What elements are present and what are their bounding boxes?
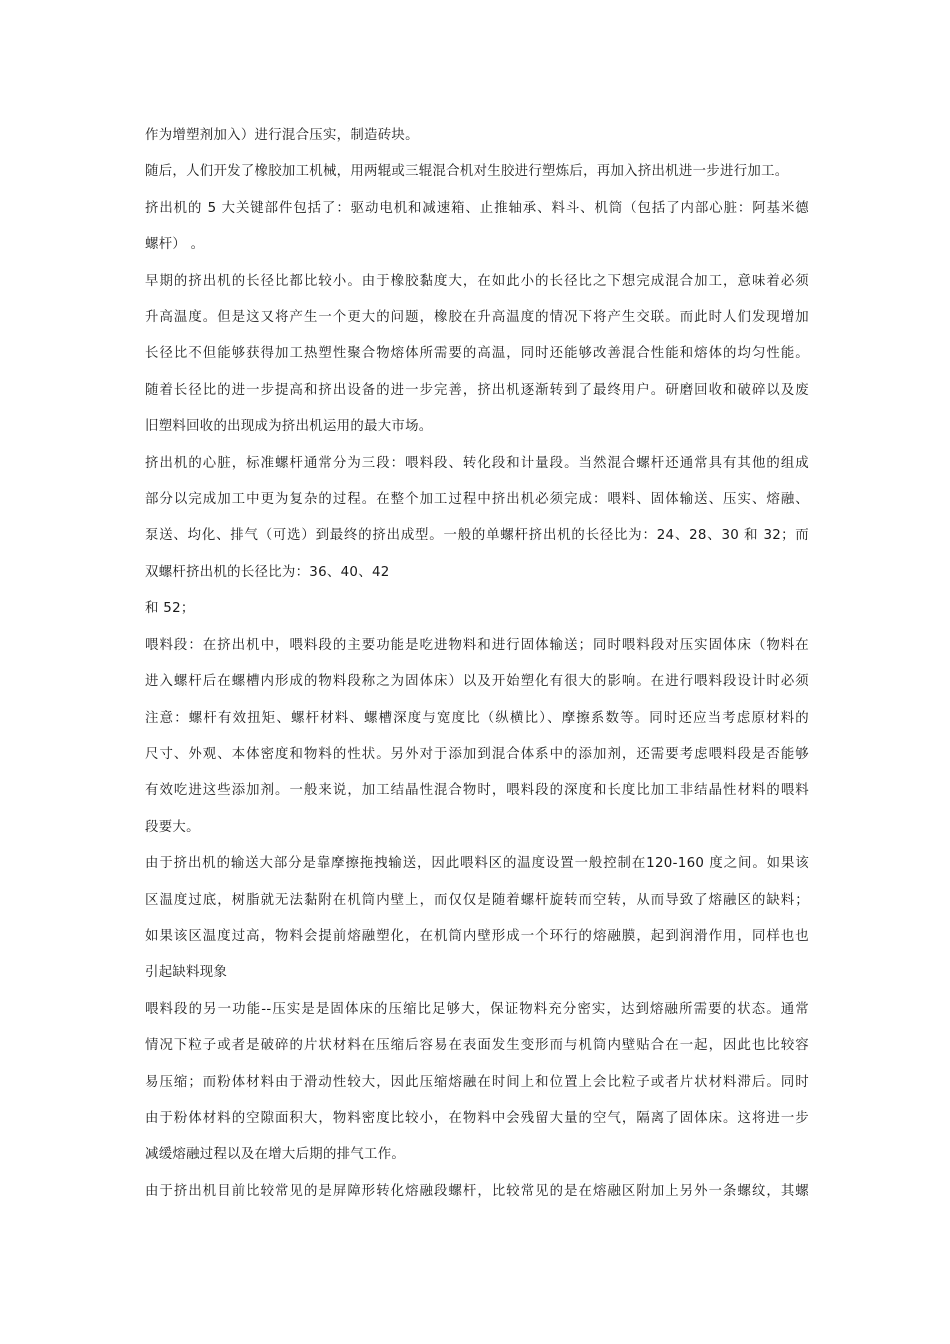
paragraph-11: [145, 1174, 809, 1210]
paragraph-2: [145, 154, 809, 190]
text-line: 易压缩；而粉体材料由于滑动性较大，因此压缩熔融在时间上和位置上会比粒子或者片状材料滞后。同时: [145, 1074, 809, 1090]
text-line: 由于挤出机的输送大部分是靠摩擦拖拽输送，因此喂料区的温度设置一般控制在120-160 度之间。如果该: [145, 856, 809, 872]
text-line: 如果该区温度过高，物料会提前熔融塑化，在机筒内壁形成一个环行的熔融膜，起到润滑作用，同样也也: [145, 928, 809, 944]
text-line: 升高温度。但是这又将产生一个更大的问题，橡胶在升高温度的情况下将产生交联。而此时人们发现增加: [145, 310, 809, 326]
text-line: 泵送、均化、排气（可选）到最终的挤出成型。一般的单螺杆挤出机的长径比为：24、28、30 和 32；而: [145, 528, 809, 544]
paragraph-3: [145, 191, 809, 264]
text-line: 情况下粒子或者是破碎的片状材料在压缩后容易在表面发生变形而与机筒内壁贴合在一起，因此也比较容: [145, 1038, 809, 1054]
text-line: 挤出机的心脏，标准螺杆通常分为三段：喂料段、转化段和计量段。当然混合螺杆还通常具有其他的组成: [145, 455, 809, 471]
text-line: 挤出机的 5 大关键部件包括了：驱动电机和减速箱、止推轴承、料斗、机筒（包括了内部心脏：阿基米德: [145, 200, 809, 216]
paragraph-4: [145, 264, 809, 373]
paragraph-7: [145, 591, 809, 627]
text-line: 段要大。: [145, 819, 200, 835]
text-line: 部分以完成加工中更为复杂的过程。在整个加工过程中挤出机必须完成：喂料、固体输送、压实、熔融、: [145, 492, 809, 508]
text-line: 由于挤出机目前比较常见的是屏障形转化熔融段螺杆，比较常见的是在熔融区附加上另外一条螺纹，其螺: [145, 1183, 809, 1199]
paragraph-5: [145, 373, 809, 446]
text-line: 喂料段：在挤出机中，喂料段的主要功能是吃进物料和进行固体输送；同时喂料段对压实固体床（物料在: [145, 637, 809, 653]
text-line: 注意：螺杆有效扭矩、螺杆材料、螺槽深度与宽度比（纵横比）、摩擦系数等。同时还应当考虑原材料的: [145, 710, 809, 726]
text-line: 作为增塑剂加入）进行混合压实，制造砖块。: [145, 128, 419, 143]
text-line: 长径比不但能够获得加工热塑性聚合物熔体所需要的高温，同时还能够改善混合性能和熔体的均匀性能。: [145, 346, 809, 362]
paragraph-8: [145, 628, 809, 846]
text-line: 喂料段的另一功能--压实是是固体床的压缩比足够大，保证物料充分密实，达到熔融所需要的状态。通常: [145, 1001, 809, 1017]
text-line: 随后，人们开发了橡胶加工机械，用两辊或三辊混合机对生胶进行塑炼后，再加入挤出机进一步进行加工。: [145, 164, 789, 180]
text-line: 进入螺杆后在螺槽内形成的物料段称之为固体床）以及开始塑化有很大的影响。在进行喂料段设计时必须: [145, 674, 809, 690]
text-line: 减缓熔融过程以及在增大后期的排气工作。: [145, 1147, 406, 1163]
text-line: 区温度过底，树脂就无法黏附在机筒内壁上，而仅仅是随着螺杆旋转而空转，从而导致了熔融区的缺料；: [145, 892, 809, 908]
paragraph-10: [145, 992, 809, 1174]
text-line: 早期的挤出机的长径比都比较小。由于橡胶黏度大，在如此小的长径比之下想完成混合加工，意味着必须: [145, 273, 809, 289]
text-line: 随着长径比的进一步提高和挤出设备的进一步完善，挤出机逐渐转到了最终用户。研磨回收和破碎以及废: [145, 382, 809, 398]
text-line: 旧塑料回收的出现成为挤出机运用的最大市场。: [145, 419, 433, 435]
document-body: [145, 118, 809, 1210]
text-line: 和 52；: [145, 601, 195, 617]
text-line: 螺杆） 。: [145, 237, 205, 253]
text-line: 尺寸、外观、本体密度和物料的性状。另外对于添加到混合体系中的添加剂，还需要考虑喂料段是否能够: [145, 746, 809, 762]
paragraph-6: [145, 446, 809, 592]
paragraph-9: [145, 846, 809, 992]
text-line: 引起缺料现象: [145, 965, 228, 981]
paragraph-1: [145, 118, 809, 154]
text-line: 双螺杆挤出机的长径比为：36、40、42: [145, 564, 390, 580]
text-line: 由于粉体材料的空隙面积大，物料密度比较小，在物料中会残留大量的空气，隔离了固体床。这将进一步: [145, 1110, 809, 1126]
text-line: 有效吃进这些添加剂。一般来说，加工结晶性混合物时，喂料段的深度和长度比加工非结晶性材料的喂料: [145, 783, 809, 799]
